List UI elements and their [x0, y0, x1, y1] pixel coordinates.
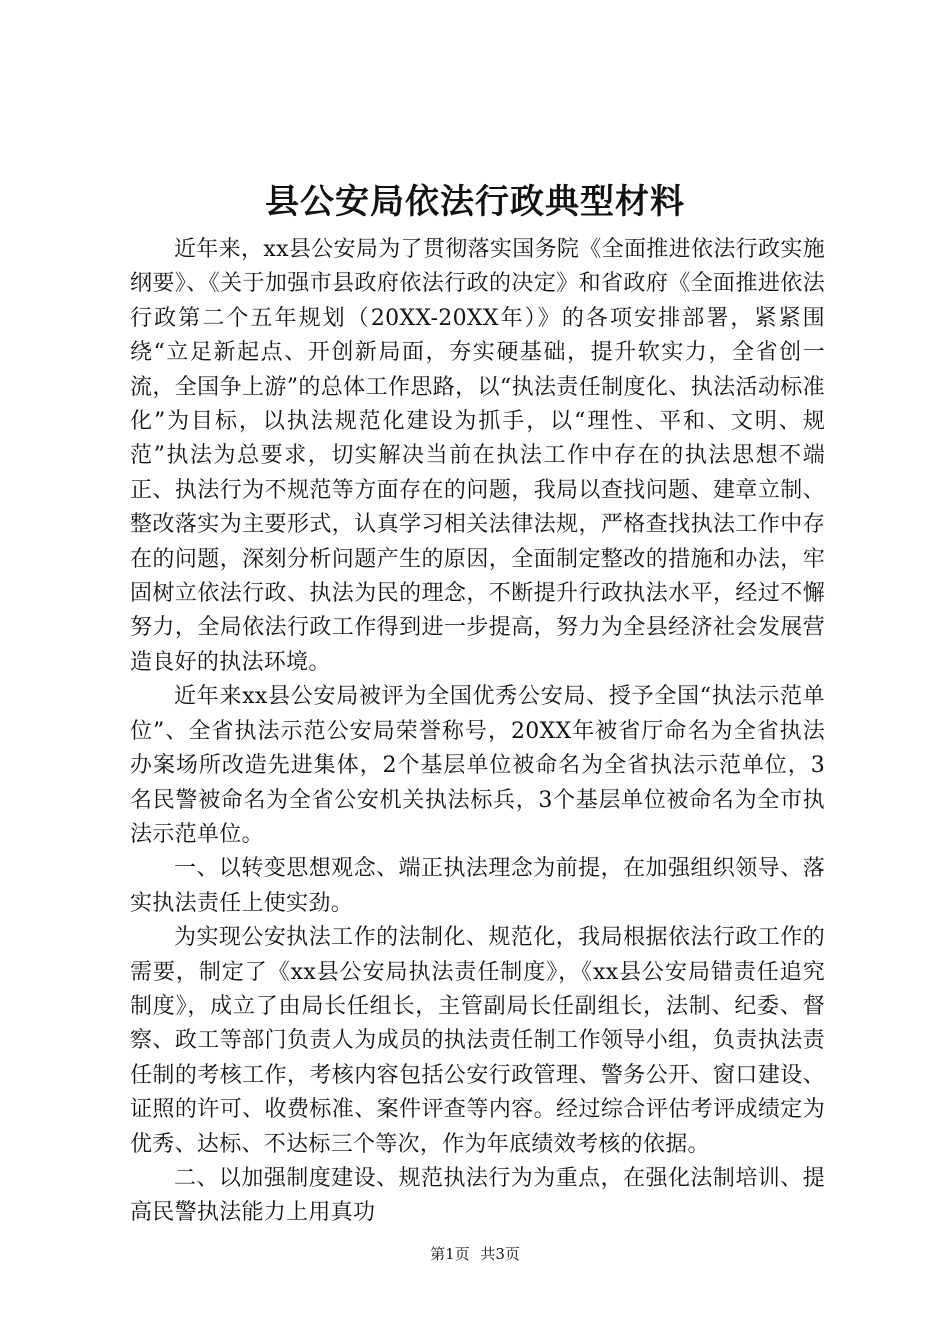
page-number: 第1页: [430, 1245, 470, 1263]
page-total: 共3页: [480, 1245, 520, 1263]
document-body: [130, 233, 825, 1231]
document-title: 县公安局依法行政典型材料: [265, 182, 685, 222]
paragraph-intro: 近年来，xx县公安局为了贯彻落实国务院《全面推进依法行政实施纲要》、《关于加强市县政府依法行政的决定》和省政府《全面推进依法行政第二个五年规划（20XX-20XX年）》的各项安排部署，紧紧围绕“立足新起点、开创新局面，夯实硬基础，提升软实力，全省创一流，全国争上游”的总体工作思路，以“执法责任制度化、执法活动标准化”为目标，以执法规范化建设为抓手，以“理性、平和、文明、规范”执法为总要求，切实解决当前在执法工作中存在的执法思想不端正、执法行为不规范等方面存在的问题，我局以查找问题、建章立制、整改落实为主要形式，认真学习相关法律法规，严格查找执法工作中存在的问题，深刻分析问题产生的原因，全面制定整改的措施和办法，牢固树立依法行政、执法为民的理念，不断提升行政执法水平，经过不懈努力，全局依法行政工作得到进一步提高，努力为全县经济社会发展营造良好的执法环境。: [130, 237, 825, 675]
page-footer: [0, 1244, 950, 1264]
paragraph-responsibility: 为实现公安执法工作的法制化、规范化，我局根据依法行政工作的需要，制定了《xx县公安局执法责任制度》，《xx县公安局错责任追究制度》，成立了由局长任组长，主管副局长任副组长，法制、纪委、督察、政工等部门负责人为成员的执法责任制工作领导小组，负责执法责任制的考核工作，考核内容包括公安行政管理、警务公开、窗口建设、证照的许可、收费标准、案件评查等内容。经过综合评估考评成绩定为优秀、达标、不达标三个等次，作为年底绩效考核的依据。: [130, 925, 825, 1157]
section-heading-1: 一、以转变思想观念、端正执法理念为前提，在加强组织领导、落实执法责任上使实劲。: [130, 856, 825, 916]
paragraph-honors: 近年来xx县公安局被评为全国优秀公安局、授予全国“执法示范单位”、全省执法示范公安局荣誉称号，20XX年被省厅命名为全省执法办案场所改造先进集体，2个基层单位被命名为全省执法示范单位，3名民警被命名为全省公安机关执法标兵，3个基层单位被命名为全市执法示范单位。: [130, 684, 825, 847]
section-heading-2: 二、以加强制度建设、规范执法行为为重点，在强化法制培训、提高民警执法能力上用真功: [130, 1165, 825, 1226]
